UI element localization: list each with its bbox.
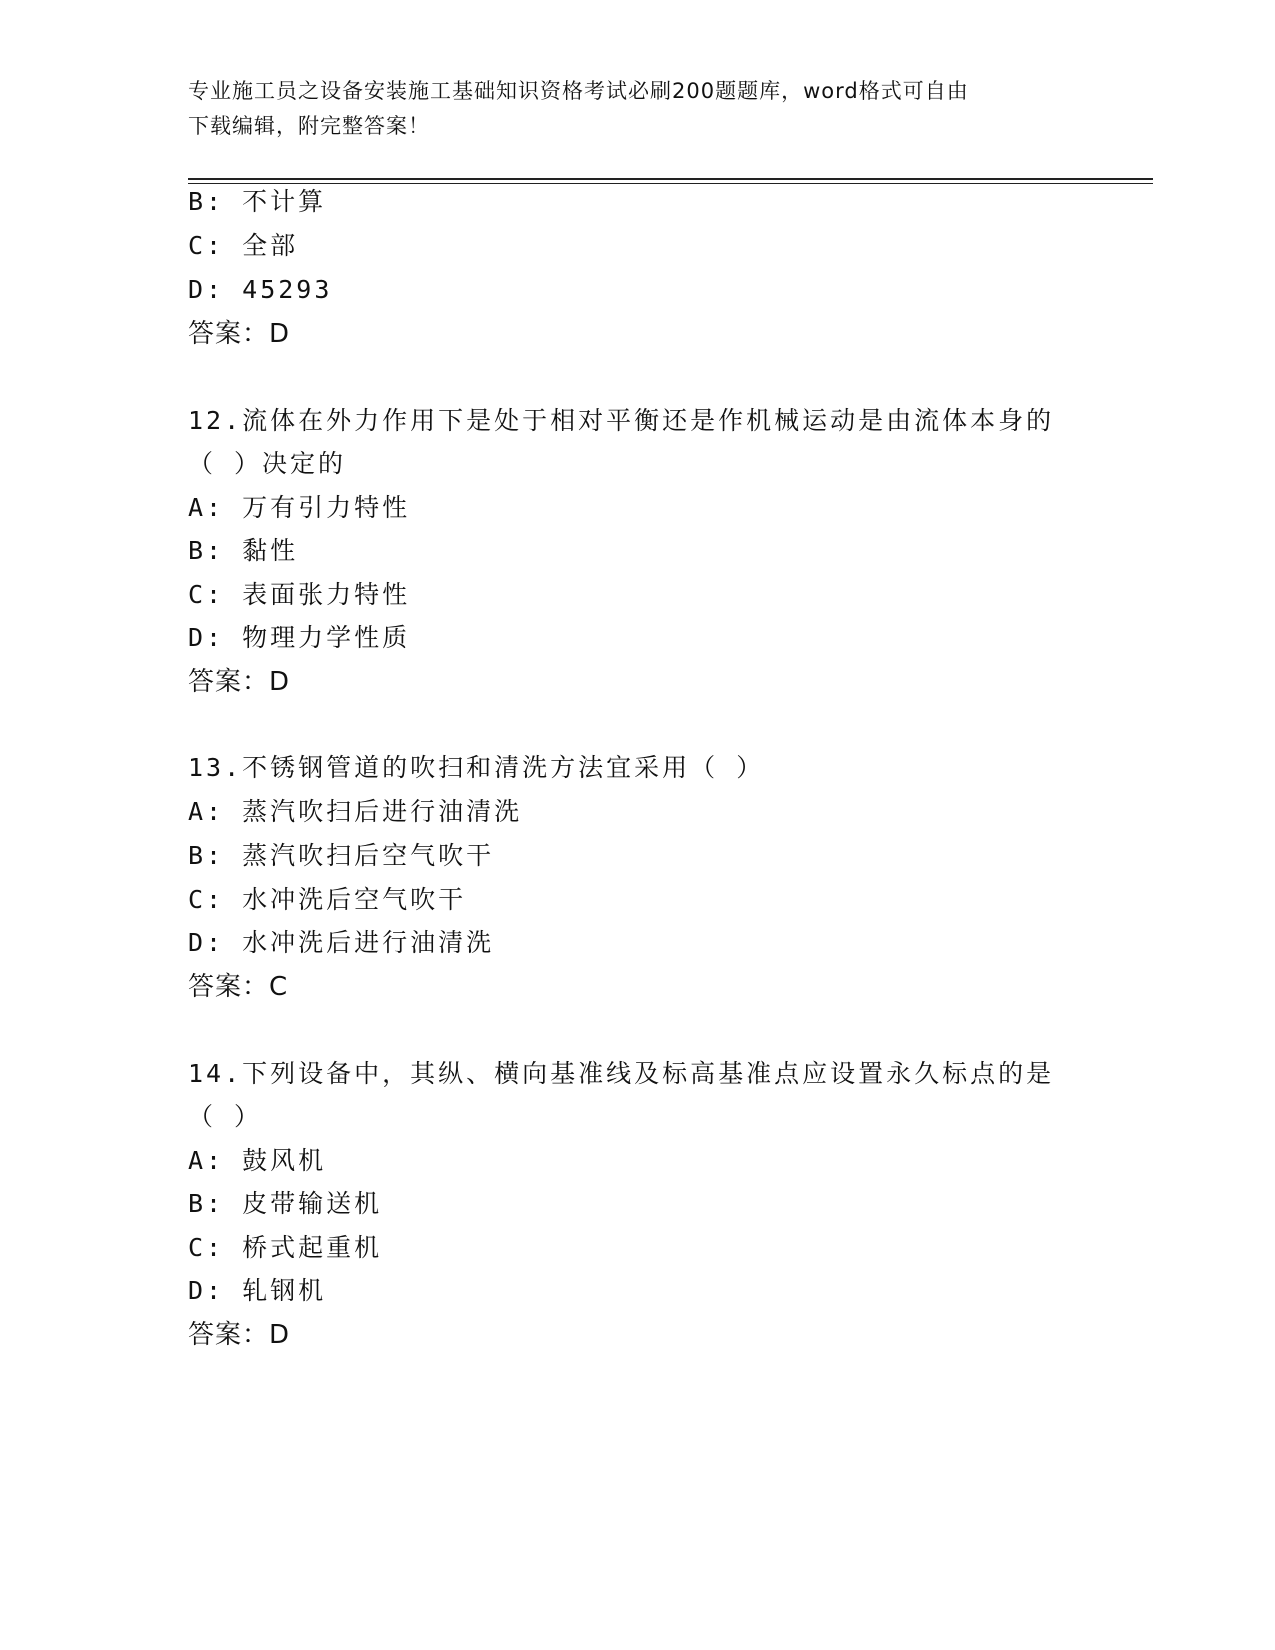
header-title-line1: 专业施工员之设备安装施工基础知识资格考试必刷200题题库，word格式可自由	[188, 79, 969, 103]
q14-answer: 答案：D	[188, 1320, 291, 1350]
q12-stem-line1: 12.流体在外力作用下是处于相对平衡还是作机械运动是由流体本身的	[188, 406, 1055, 435]
q13-option-b: B: 蒸汽吹扫后空气吹干	[188, 841, 495, 870]
q13-option-c: C: 水冲洗后空气吹干	[188, 885, 467, 914]
q13-option-a: A: 蒸汽吹扫后进行油清洗	[188, 797, 523, 826]
q14-option-c: C: 桥式起重机	[188, 1233, 383, 1262]
q13-answer: 答案：C	[188, 972, 289, 1002]
header-divider	[188, 178, 1153, 184]
q12-stem-line2: （ ）决定的	[188, 449, 347, 478]
header-title-line2: 下载编辑，附完整答案！	[188, 114, 430, 138]
q12-option-b: B: 黏性	[188, 536, 299, 565]
q11-option-c: C: 全部	[188, 231, 299, 260]
q14-stem-line1: 14.下列设备中，其纵、横向基准线及标高基准点应设置永久标点的是	[188, 1059, 1055, 1088]
q11-option-d: D: 45293	[188, 275, 333, 304]
q12-answer: 答案：D	[188, 667, 291, 697]
q13-option-d: D: 水冲洗后进行油清洗	[188, 928, 495, 957]
q14-stem-line2: （ ）	[188, 1102, 263, 1131]
q12-option-a: A: 万有引力特性	[188, 493, 411, 522]
q11-option-b: B: 不计算	[188, 187, 327, 216]
q14-option-d: D: 轧钢机	[188, 1276, 327, 1305]
q13-stem-line1: 13.不锈钢管道的吹扫和清洗方法宜采用（ ）	[188, 753, 765, 782]
q11-answer: 答案：D	[188, 319, 291, 349]
q14-option-b: B: 皮带输送机	[188, 1189, 383, 1218]
document-header	[188, 74, 1078, 144]
q12-option-d: D: 物理力学性质	[188, 623, 411, 652]
q14-option-a: A: 鼓风机	[188, 1146, 327, 1175]
q12-option-c: C: 表面张力特性	[188, 580, 411, 609]
